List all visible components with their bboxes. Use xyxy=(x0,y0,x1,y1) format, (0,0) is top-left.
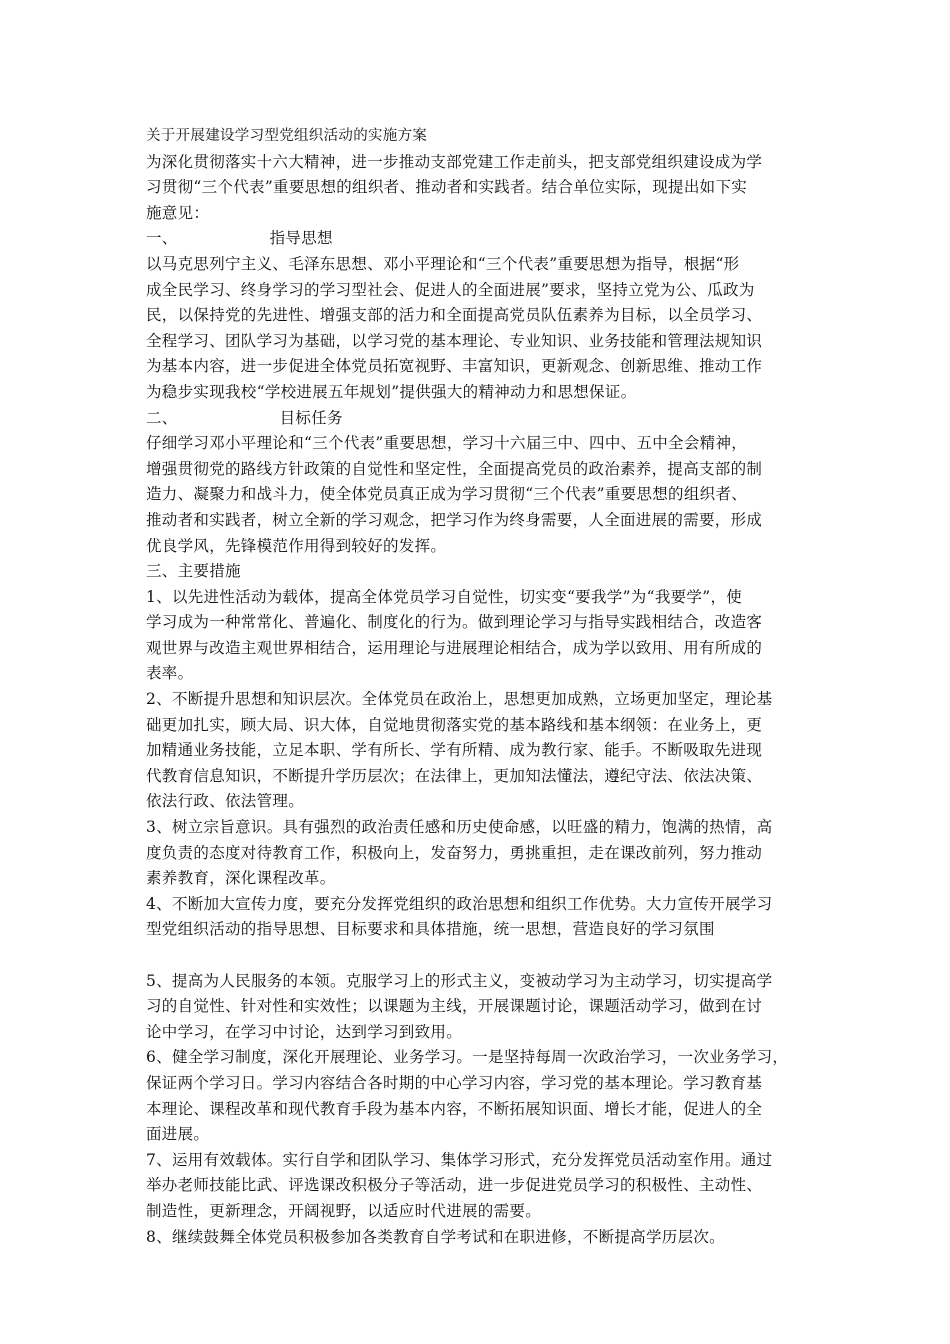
paragraph-line: 为深化贯彻落实十六大精神，进一步推动支部党建工作走前头，把支部党组织建设成为学 xyxy=(146,152,763,171)
paragraph-line: 仔细学习邓小平理论和“三个代表”重要思想，学习十六届三中、四中、五中全会精神， xyxy=(146,434,748,453)
section-heading-1-text: 指导思想 xyxy=(269,229,333,248)
paragraph-line: 8、继续鼓舞全体党员积极参加各类教育自学考试和在职进修，不断提高学历层次。 xyxy=(146,1227,725,1246)
paragraph-line: 增强贯彻党的路线方针政策的自觉性和坚定性，全面提高党员的政治素养，提高支部的制 xyxy=(146,459,763,478)
paragraph-line: 观世界与改造主观世界相结合，运用理论与进展理论相结合，成为学以致用、用有所成的 xyxy=(146,638,763,657)
section-heading-2-number: 二、 xyxy=(146,408,178,427)
paragraph-line: 6、健全学习制度，深化开展理论、业务学习。一是坚持每周一次政治学习，一次业务学习， xyxy=(146,1048,789,1067)
section-heading-1 xyxy=(146,226,814,252)
paragraph-line: 成全民学习、终身学习的学习型社会、促进人的全面进展”要求，坚持立党为公、瓜政为 xyxy=(146,280,755,299)
paragraph-line: 5、提高为人民服务的本领。克服学习上的形式主义，变被动学习为主动学习，切实提高学 xyxy=(146,971,773,990)
paragraph-line: 1、以先进性活动为载体，提高全体党员学习自觉性，切实变“要我学”为“我要学”，使 xyxy=(146,587,743,606)
paragraph-line: 型党组织活动的指导思想、目标要求和具体措施，统一思想，营造良好的学习氛围 xyxy=(146,920,715,939)
paragraph-line: 度负责的态度对待教育工作，积极向上，发奋努力，勇挑重担，走在课改前列，努力推动 xyxy=(146,843,763,862)
paragraph-line: 表率。 xyxy=(146,664,194,683)
paragraph-line: 础更加扎实，顾大局、识大体，自觉地贯彻落实党的基本路线和基本纲领：在业务上，更 xyxy=(146,715,763,734)
paragraph-line: 为稳步实现我校“学校进展五年规划”提供强大的精神动力和思想保证。 xyxy=(146,382,637,401)
paragraph-line: 施意见： xyxy=(146,203,210,222)
paragraph-line: 以马克思列宁主义、毛泽东思想、邓小平理论和“三个代表”重要思想为指导，根据“形 xyxy=(146,254,740,273)
paragraph-line xyxy=(146,943,814,969)
paragraph-line: 3、树立宗旨意识。具有强烈的政治责任感和历史使命感，以旺盛的精力，饱满的热情，高 xyxy=(146,818,773,837)
paragraph-line: 面进展。 xyxy=(146,1125,210,1144)
paragraph-line: 7、运用有效载体。实行自学和团队学习、集体学习形式，充分发挥党员活动室作用。通过 xyxy=(146,1150,773,1169)
paragraph-line: 习贯彻“三个代表”重要思想的组织者、推动者和实践者。结合单位实际，现提出如下实 xyxy=(146,178,748,197)
paragraph-line: 2、不断提升思想和知识层次。全体党员在政治上，思想更加成熟，立场更加坚定，理论基 xyxy=(146,690,773,709)
document-page xyxy=(146,124,814,1250)
section-heading-1-number: 一、 xyxy=(146,229,178,248)
section-heading-2 xyxy=(146,406,814,432)
paragraph-line: 举办老师技能比武、评选课改积极分子等活动，进一步促进党员学习的积极性、主动性、 xyxy=(146,1176,763,1195)
paragraph-line: 习的自觉性、针对性和实效性；以课题为主线，开展课题讨论，课题活动学习，做到在讨 xyxy=(146,997,763,1016)
paragraph-line: 4、不断加大宣传力度，要充分发挥党组织的政治思想和组织工作优势。大力宣传开展学习 xyxy=(146,894,773,913)
section-heading-3: 三、主要措施 xyxy=(146,562,241,581)
paragraph-line: 论中学习，在学习中讨论，达到学习到致用。 xyxy=(146,1022,463,1041)
paragraph-line: 造力、凝聚力和战斗力，使全体党员真正成为学习贯彻“三个代表”重要思想的组织者、 xyxy=(146,485,748,504)
paragraph-line: 制造性，更新理念，开阔视野，以适应时代进展的需要。 xyxy=(146,1201,542,1220)
paragraph-line: 依法行政、依法管理。 xyxy=(146,792,305,811)
paragraph-line: 素养教育，深化课程改革。 xyxy=(146,869,336,888)
paragraph-line: 加精通业务技能，立足本职、学有所长、学有所精、成为教行家、能手。不断吸取先进现 xyxy=(146,741,763,760)
paragraph-line: 推动者和实践者，树立全新的学习观念，把学习作为终身需要，人全面进展的需要，形成 xyxy=(146,510,763,529)
paragraph-line: 民，以保持党的先进性、增强支部的活力和全面提高党员队伍素养为目标，以全员学习、 xyxy=(146,306,763,325)
paragraph-line: 优良学风，先锋模范作用得到较好的发挥。 xyxy=(146,536,447,555)
document-title: 关于开展建设学习型党组织活动的实施方案 xyxy=(146,128,428,144)
paragraph-line: 为基本内容，进一步促进全体党员拓宽视野、丰富知识，更新观念、创新思维、推动工作 xyxy=(146,357,763,376)
section-heading-2-text: 目标任务 xyxy=(279,408,343,427)
paragraph-line: 代教育信息知识，不断提升学历层次；在法律上，更加知法懂法，遵纪守法、依法决策、 xyxy=(146,766,763,785)
paragraph-line: 本理论、课程改革和现代教育手段为基本内容，不断拓展知识面、增长才能，促进人的全 xyxy=(146,1099,763,1118)
paragraph-line: 保证两个学习日。学习内容结合各时期的中心学习内容，学习党的基本理论。学习教育基 xyxy=(146,1073,763,1092)
paragraph-line: 学习成为一种常常化、普遍化、制度化的行为。做到理论学习与指导实践相结合，改造客 xyxy=(146,613,763,632)
paragraph-line: 全程学习、团队学习为基础，以学习党的基本理论、专业知识、业务技能和管理法规知识 xyxy=(146,331,763,350)
